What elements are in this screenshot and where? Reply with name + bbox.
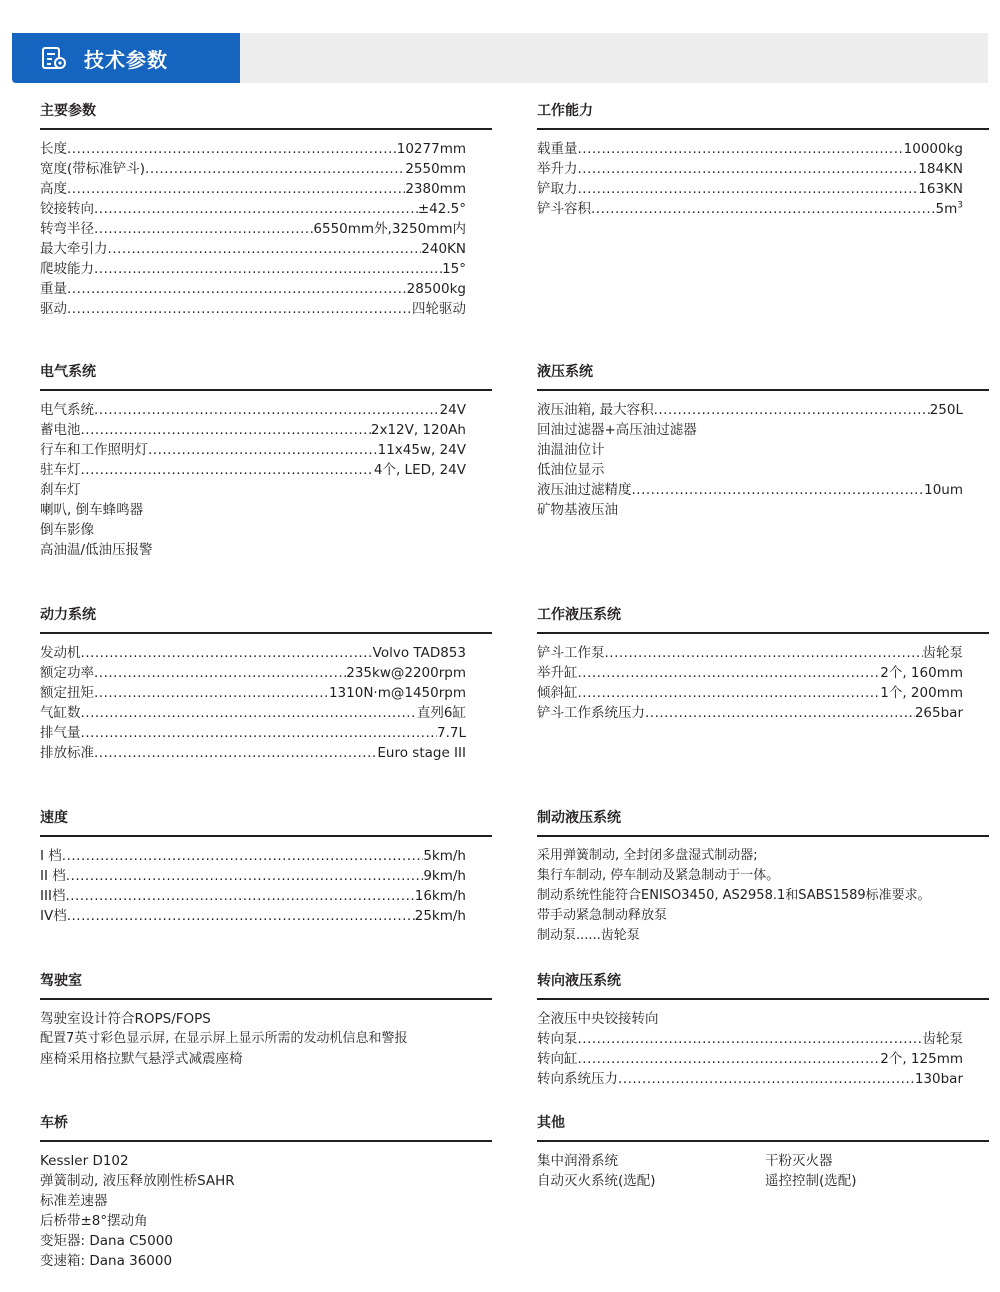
section-power bbox=[40, 605, 492, 763]
other-list bbox=[537, 1151, 989, 1191]
spec-row: 驱动 ..... 四轮驱动 bbox=[40, 299, 466, 319]
spec-row: I 档 ..... 5km/h bbox=[40, 846, 466, 866]
section-divider bbox=[537, 128, 989, 130]
spec-row: 长度 ..... 10277mm bbox=[40, 139, 466, 159]
spec-row: 排气量 ..... 7.7L bbox=[40, 723, 466, 743]
section-title: 其他 bbox=[537, 1115, 565, 1131]
section-divider bbox=[537, 835, 989, 837]
spec-line: 低油位显示 bbox=[537, 462, 605, 478]
section-divider bbox=[40, 835, 492, 837]
spec-row: 铲斗容积 ..... $5m^3$ bbox=[537, 199, 963, 219]
spec-row: 举升力 ..... 184KN bbox=[537, 159, 963, 179]
spec-row: 转向系统压力 ..... 130bar bbox=[537, 1069, 963, 1089]
spec-line: 驾驶室设计符合ROPS/FOPS bbox=[40, 1011, 211, 1027]
page-title: 技术参数 bbox=[84, 47, 168, 72]
spec-line: 后桥带±8°摆动角 bbox=[40, 1213, 148, 1229]
section-title: 工作能力 bbox=[537, 103, 593, 119]
spec-line: Kessler D102 bbox=[40, 1153, 129, 1169]
spec-line: 回油过滤器+高压油过滤器 bbox=[537, 422, 697, 438]
section-divider bbox=[537, 389, 989, 391]
spec-row: 行车和工作照明灯 ..... 11x45w, 24V bbox=[40, 440, 466, 460]
speed-list bbox=[40, 846, 466, 926]
section-title: 速度 bbox=[40, 810, 68, 826]
spec-row: 排放标准 ..... Euro stage III bbox=[40, 743, 466, 763]
spec-row: 爬坡能力 ..... 15° bbox=[40, 259, 466, 279]
document-gear-icon bbox=[40, 44, 68, 72]
section-capacity bbox=[537, 101, 989, 219]
section-brake-hydraulic bbox=[537, 808, 989, 946]
section-title: 工作液压系统 bbox=[537, 607, 621, 623]
spec-row: 铲斗工作泵 ..... 齿轮泵 bbox=[537, 643, 963, 663]
spec-line: 变矩器: Dana C5000 bbox=[40, 1233, 173, 1249]
spec-row: 转向缸 ..... 2个, 125mm bbox=[537, 1049, 963, 1069]
section-hydraulic bbox=[537, 362, 989, 520]
section-title: 动力系统 bbox=[40, 607, 96, 623]
section-divider bbox=[40, 632, 492, 634]
spec-line: 干粉灭火器 bbox=[765, 1153, 833, 1169]
spec-row: 最大牵引力 ..... 240KN bbox=[40, 239, 466, 259]
spec-line: 全液压中央铰接转向 bbox=[537, 1011, 659, 1027]
spec-line: 弹簧制动, 液压释放刚性桥SAHR bbox=[40, 1173, 235, 1189]
section-divider bbox=[40, 128, 492, 130]
spec-row: 铰接转向 ..... ±42.5° bbox=[40, 199, 466, 219]
spec-line: 倒车影像 bbox=[40, 522, 94, 538]
section-main-params bbox=[40, 101, 492, 319]
spec-row: IV档 ..... 25km/h bbox=[40, 906, 466, 926]
section-speed bbox=[40, 808, 492, 926]
steering-list bbox=[537, 1009, 963, 1089]
axle-list bbox=[40, 1151, 492, 1271]
spec-line: 刹车灯 bbox=[40, 482, 81, 498]
cab-list bbox=[40, 1009, 492, 1069]
spec-row: 载重量 ..... 10000kg bbox=[537, 139, 963, 159]
spec-row: 驻车灯 ..... 4个, LED, 24V bbox=[40, 460, 466, 480]
capacity-list bbox=[537, 139, 963, 219]
spec-line: 自动灭火系统(选配) bbox=[537, 1173, 656, 1189]
section-cab bbox=[40, 971, 492, 1069]
spec-row: 举升缸 ..... 2个, 160mm bbox=[537, 663, 963, 683]
section-title: 电气系统 bbox=[40, 364, 96, 380]
section-divider bbox=[537, 1140, 989, 1142]
section-title: 驾驶室 bbox=[40, 973, 82, 989]
spec-row: II 档 ..... 9km/h bbox=[40, 866, 466, 886]
spec-row: 高度 ..... 2380mm bbox=[40, 179, 466, 199]
section-steering bbox=[537, 971, 989, 1089]
spec-row: 电气系统 ..... 24V bbox=[40, 400, 466, 420]
section-divider bbox=[40, 1140, 492, 1142]
spec-line: 标准差速器 bbox=[40, 1193, 108, 1209]
spec-row: 液压油箱, 最大容积 ..... 250L bbox=[537, 400, 963, 420]
spec-row: 铲斗工作系统压力 ..... 265bar bbox=[537, 703, 963, 723]
section-title: 车桥 bbox=[40, 1115, 68, 1131]
header-tab bbox=[12, 33, 240, 83]
section-other bbox=[537, 1113, 989, 1191]
section-divider bbox=[40, 998, 492, 1000]
electric-list bbox=[40, 400, 466, 560]
spec-row: 蓄电池 ..... 2x12V, 120Ah bbox=[40, 420, 466, 440]
spec-row: 额定扭矩 ..... 1310N·m@1450rpm bbox=[40, 683, 466, 703]
work-hydraulic-list bbox=[537, 643, 963, 723]
section-title: 液压系统 bbox=[537, 364, 593, 380]
section-divider bbox=[40, 389, 492, 391]
spec-line: 采用弹簧制动, 全封闭多盘湿式制动器; bbox=[537, 848, 758, 863]
spec-row: 液压油过滤精度 ..... 10um bbox=[537, 480, 963, 500]
spec-line: 变速箱: Dana 36000 bbox=[40, 1253, 173, 1269]
power-list bbox=[40, 643, 466, 763]
section-divider bbox=[537, 998, 989, 1000]
spec-row: 转向泵 ..... 齿轮泵 bbox=[537, 1029, 963, 1049]
hydraulic-list bbox=[537, 400, 963, 520]
spec-row: III档 ..... 16km/h bbox=[40, 886, 466, 906]
section-axle bbox=[40, 1113, 492, 1271]
spec-line: 座椅采用格拉默气悬浮式减震座椅 bbox=[40, 1051, 243, 1067]
spec-line: 油温油位计 bbox=[537, 442, 605, 458]
spec-row: 发动机 ..... Volvo TAD853 bbox=[40, 643, 466, 663]
spec-row: 气缸数 ..... 直列6缸 bbox=[40, 703, 466, 723]
section-title: 制动液压系统 bbox=[537, 810, 621, 826]
spec-line: 制动泵......齿轮泵 bbox=[537, 928, 640, 943]
section-title: 转向液压系统 bbox=[537, 973, 621, 989]
spec-line: 制动系统性能符合ENISO3450, AS2958.1和SABS1589标准要求。 bbox=[537, 888, 931, 903]
spec-line: 配置7英寸彩色显示屏, 在显示屏上显示所需的发动机信息和警报 bbox=[40, 1031, 408, 1046]
spec-row: 铲取力 ..... 163KN bbox=[537, 179, 963, 199]
spec-line: 遥控控制(选配) bbox=[765, 1173, 857, 1189]
section-divider bbox=[537, 632, 989, 634]
spec-row: 转弯半径 ..... 6550mm外,3250mm内 bbox=[40, 219, 466, 239]
section-electric bbox=[40, 362, 492, 560]
spec-line: 集中润滑系统 bbox=[537, 1153, 618, 1169]
spec-line: 矿物基液压油 bbox=[537, 502, 618, 518]
spec-line: 喇叭, 倒车蜂鸣器 bbox=[40, 502, 144, 518]
main-params-list bbox=[40, 139, 466, 319]
section-work-hydraulic bbox=[537, 605, 989, 723]
section-title: 主要参数 bbox=[40, 103, 96, 119]
spec-row: 重量 ..... 28500kg bbox=[40, 279, 466, 299]
spec-line: 带手动紧急制动释放泵 bbox=[537, 908, 668, 923]
spec-line: 高油温/低油压报警 bbox=[40, 542, 153, 558]
spec-line: 集行车制动, 停车制动及紧急制动于一体。 bbox=[537, 868, 780, 883]
spec-row: 额定功率 ..... 235kw@2200rpm bbox=[40, 663, 466, 683]
brake-hydraulic-list bbox=[537, 846, 989, 946]
spec-row: 宽度(带标准铲斗) ..... 2550mm bbox=[40, 159, 466, 179]
spec-row: 倾斜缸 ..... 1个, 200mm bbox=[537, 683, 963, 703]
